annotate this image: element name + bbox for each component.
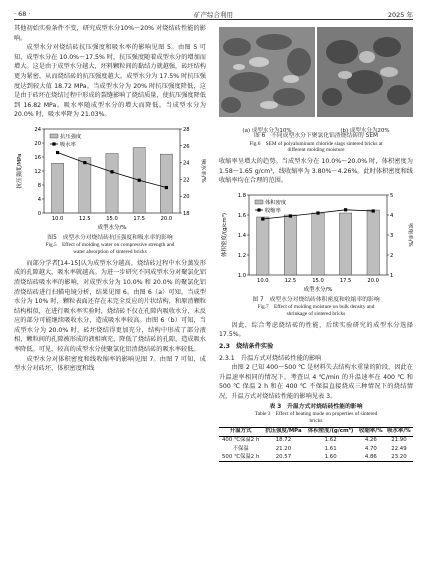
y-left-tick-label: 16 <box>34 154 41 161</box>
table-row <box>219 445 413 453</box>
line-point <box>165 186 168 189</box>
line-point <box>316 211 319 214</box>
table-cell: 21.20 <box>275 445 292 452</box>
table-row <box>219 453 413 462</box>
y-right-tick-label: 22 <box>183 177 190 184</box>
y-left-tick-label: 1.4 <box>237 232 246 239</box>
table-3-title-en-2: bricks <box>309 417 323 424</box>
table-cell: 500 ℃保温2 h <box>219 453 262 462</box>
table-cell: 23.20 <box>385 453 413 462</box>
figure-5 <box>14 123 206 256</box>
x-axis-label: 成型水分/% <box>303 286 333 293</box>
x-axis-label: 成型水分/% <box>97 224 127 231</box>
line-point <box>138 179 141 182</box>
figure-7 <box>219 189 413 318</box>
sem-micrograph-b <box>317 27 413 117</box>
legend-marker-line <box>257 208 260 211</box>
sem-image-b <box>317 27 413 135</box>
legend-label-line: 收缩率 <box>265 207 281 214</box>
table-cell: 不保温 <box>232 445 249 452</box>
x-tick-label: 20.0 <box>367 277 379 284</box>
figure-6-caption-en-2: different molding moisture <box>287 147 345 154</box>
legend-label-bar: 体积密度 <box>265 199 287 206</box>
table-cell: 1.60 <box>305 453 357 462</box>
sem-micrograph-a <box>219 27 315 117</box>
table-cell: 21.90 <box>391 437 407 444</box>
table-header: 吸水率/% <box>385 427 413 436</box>
legend-swatch-bar <box>50 134 58 138</box>
y-right-tick-label: 4 <box>390 212 394 219</box>
paragraph: 成型水分对烧结砖抗压强度和吸水率的影响见图 5。由图 5 可知，成型水分在 10.0%～17.5% 时，抗压强度随着成型水分的增加而增大。这是由于成型水分越大，坯料颗粒间的黏结力就越强，砖坯结构更为紧密，从而烧结砖的抗压强度越大。成型水分为 17.5% 时抗压强度达到较大值 18.72 MPa。当成型水分为 20% 时抗压强度降低，这是由于砖坯在烧结过程中形成的裂缝影响了烧结质量，使抗压强度降低到 16.82 MPa。吸水率随成型水分的增大而降低。当成型水分为 20.0% 时，吸水率降为 21.03%。 <box>14 44 206 119</box>
year: 2025 年 <box>387 11 413 19</box>
figure-5-caption-en-2: water absorption of sintered bricks <box>73 248 147 255</box>
y-right-tick-label: 2 <box>390 252 394 259</box>
paragraph: 因此，综合考虑烧结砖的性能，后续实验研究的成型水分选择 17.5%。 <box>219 321 413 339</box>
y-left-tick-label: 4 <box>37 196 41 203</box>
y-left-tick-label: 24 <box>34 126 41 133</box>
figure-6-caption-en: Fig.6 SEM of polyaluminum chloride slags sintered bricks at <box>249 140 383 147</box>
figure-7-caption-en-2: shrinkage of sintered bricks <box>286 310 346 317</box>
line-point <box>56 151 59 154</box>
x-tick-label: 10.0 <box>257 277 269 284</box>
x-tick-label: 17.5 <box>339 277 352 284</box>
y-left-axis-label: 体积密度/(g/cm³) <box>222 212 228 258</box>
line-point <box>372 209 375 212</box>
y-left-tick-label: 20 <box>34 140 41 147</box>
figure-6 <box>219 27 413 154</box>
paragraph: 其他初始实验条件不变，研究成型水分10%～20% 对烧结砖性能的影响。 <box>14 25 206 42</box>
table-cell: 22.49 <box>391 445 407 452</box>
section-heading: 2.3 烧结条件实验 <box>219 342 274 350</box>
x-tick-label: 15.0 <box>312 277 324 284</box>
bar <box>312 213 324 275</box>
table-cell: 4.86 <box>357 453 385 462</box>
table-cell: 18.72 <box>275 437 292 444</box>
x-tick-label: 12.5 <box>284 277 297 284</box>
bar <box>257 217 269 275</box>
bar <box>79 158 91 213</box>
bar <box>284 215 296 275</box>
x-tick-label: 12.5 <box>79 215 91 222</box>
subsection-heading: 2.3.1 升温方式对烧结砖性能的影响 <box>219 354 322 362</box>
sem-label-b: (b) 成型水分为20% <box>340 128 390 135</box>
line-point <box>83 161 86 164</box>
x-tick-label: 15.0 <box>106 215 118 222</box>
line-point <box>289 214 292 217</box>
figure-6-caption: 图 6 不同成型水分下聚氯化铝渣烧结砖的 SEM <box>253 133 379 139</box>
y-right-axis-label: 吸水率/% <box>200 159 206 183</box>
y-right-tick-label: 26 <box>183 143 190 150</box>
y-left-tick-label: 8 <box>37 182 41 189</box>
sem-label-a: (a) 成型水分为10% <box>242 128 292 135</box>
table-3 <box>219 427 413 463</box>
y-right-tick-label: 3 <box>390 232 394 239</box>
x-tick-label: 17.5 <box>133 215 145 222</box>
table-cell: 1.61 <box>324 445 337 452</box>
y-right-tick-label: 5 <box>390 192 394 199</box>
y-left-tick-label: 1.0 <box>237 272 246 279</box>
y-right-tick-label: 20 <box>183 194 190 201</box>
y-left-tick-label: 12 <box>34 168 41 175</box>
figure-7-caption: 图 7 成型水分对烧结砖体积密度和收缩率的影响 <box>252 296 380 303</box>
line-point <box>110 170 113 173</box>
table-cell: 400 ℃保温2 h <box>221 437 260 444</box>
table-3-title-en: Table 3 Effect of heating mode on properties of sintered <box>254 411 378 418</box>
page-header <box>14 6 413 20</box>
legend-label-bar: 抗压强度 <box>60 133 82 140</box>
figure-5-caption-en: Fig.5 Effect of molding water on compressive strength and <box>45 242 175 249</box>
header-divider <box>14 19 413 20</box>
bar <box>367 210 379 275</box>
paragraph: 而部分学者[14-15]认为成型水分越高，烧结砖过程中水分蒸发形成的孔隙越大，吸水率就越高。为进一步研究不同成型水分对聚氯化铝渣烧结砖吸水率的影响，对成型水分为 10.0% 和 20.0% 的聚氯化铝渣烧结砖进行扫描电镜分析，结果见图 6。由图 6（a）可知，当成型水分为 10% 时，颗粒表面还存在未完全反应的片状结构，和原渣颗粒结构相似，在进行吸水率实验时，烧结砖不仅在孔隙内吸收水分，未反应的部分可能继续吸收水分，造成吸水率较高。由图 6（b）可知，当成型水分为 20.0% 时，砖坯烧结得更加充分，结构中形成了部分液相，颗粒间的孔隙被形成的液相填充，降低了烧结砖的孔隙，造成吸水率降低。可见，较高的成型水分使聚氯化铝渣烧结砖的吸水率较低。 <box>14 259 206 354</box>
x-tick-label: 20.0 <box>160 215 173 222</box>
table-row <box>219 436 413 445</box>
table-cell: 4.26 <box>364 437 377 444</box>
x-tick-label: 10.0 <box>51 215 64 222</box>
table-header: 体积密度/(g/cm³) <box>305 427 357 436</box>
paragraph: 收缩率呈增大的趋势。当成型水分在 10.0%～20.0% 时，体积密度为 1.58～1.65 g/cm³，线收缩率为 3.80%～4.26%。此时体积密度和线收缩率均在合理的范围。 <box>219 158 413 185</box>
figure-7-chart <box>219 189 413 293</box>
table-header: 抗压强度/MPa <box>262 427 304 436</box>
line-point <box>344 208 347 211</box>
journal-name: 矿产综合利用 <box>194 11 233 19</box>
y-left-tick-label: 1.8 <box>237 192 246 199</box>
line-point <box>261 217 264 220</box>
table-cell: 20.57 <box>262 453 304 462</box>
bar <box>339 213 351 275</box>
bar <box>106 153 118 213</box>
legend-marker-line <box>52 142 55 145</box>
paragraph: 成型水分对体积密度和线收缩率的影响见图 7。由图 7 可知，成型水分对砖坯、体积密度和线 <box>14 355 206 373</box>
y-right-axis-label: 收缩率/% <box>407 223 413 247</box>
right-column <box>219 24 413 462</box>
figure-5-chart <box>14 123 206 231</box>
figure-7-caption-en: Fig.7 Effect of molding moisture on bulk density and <box>257 304 375 311</box>
y-right-tick-label: 18 <box>183 210 190 217</box>
y-right-tick-label: 24 <box>183 160 190 167</box>
y-right-tick-label: 1 <box>390 272 394 279</box>
table-header: 升温方式 <box>219 427 262 436</box>
legend-swatch-bar <box>255 200 263 204</box>
y-left-axis-label: 抗压强度/MPa <box>17 153 23 189</box>
bar <box>51 163 63 213</box>
sem-image-a <box>219 27 315 135</box>
table-header: 收缩率/% <box>357 427 385 436</box>
table-3-title: 表 3 升温方式对烧结砖性能的影响 <box>269 403 363 410</box>
table-cell: 1.62 <box>324 437 337 444</box>
y-right-tick-label: 28 <box>183 126 190 133</box>
y-left-tick-label: 1.6 <box>237 212 246 219</box>
paragraph: 由图 2 已知 400～500 ℃ 是材料失去结构水重量的阶段，因此在升温速率相同的情况下，考查以 4 ℃/min 的升温速率在 400 ℃ 和 500 ℃ 保温 2 h 和在 400 ℃ 不保温直接烧成三种情况下的烧结情况，升温方式对烧结砖性能的影响见表 3。 <box>219 364 413 400</box>
bar <box>160 154 172 213</box>
page-number: · 68 · <box>14 10 31 18</box>
y-left-tick-label: 0 <box>37 210 41 217</box>
legend-label-line: 吸水率 <box>60 141 76 148</box>
figure-5-caption: 图5 成型水分对烧结砖抗压强度和吸水率的影响 <box>47 234 173 241</box>
y-left-tick-label: 1.2 <box>237 252 246 259</box>
table-cell: 4.70 <box>364 445 377 452</box>
left-column <box>14 24 206 374</box>
